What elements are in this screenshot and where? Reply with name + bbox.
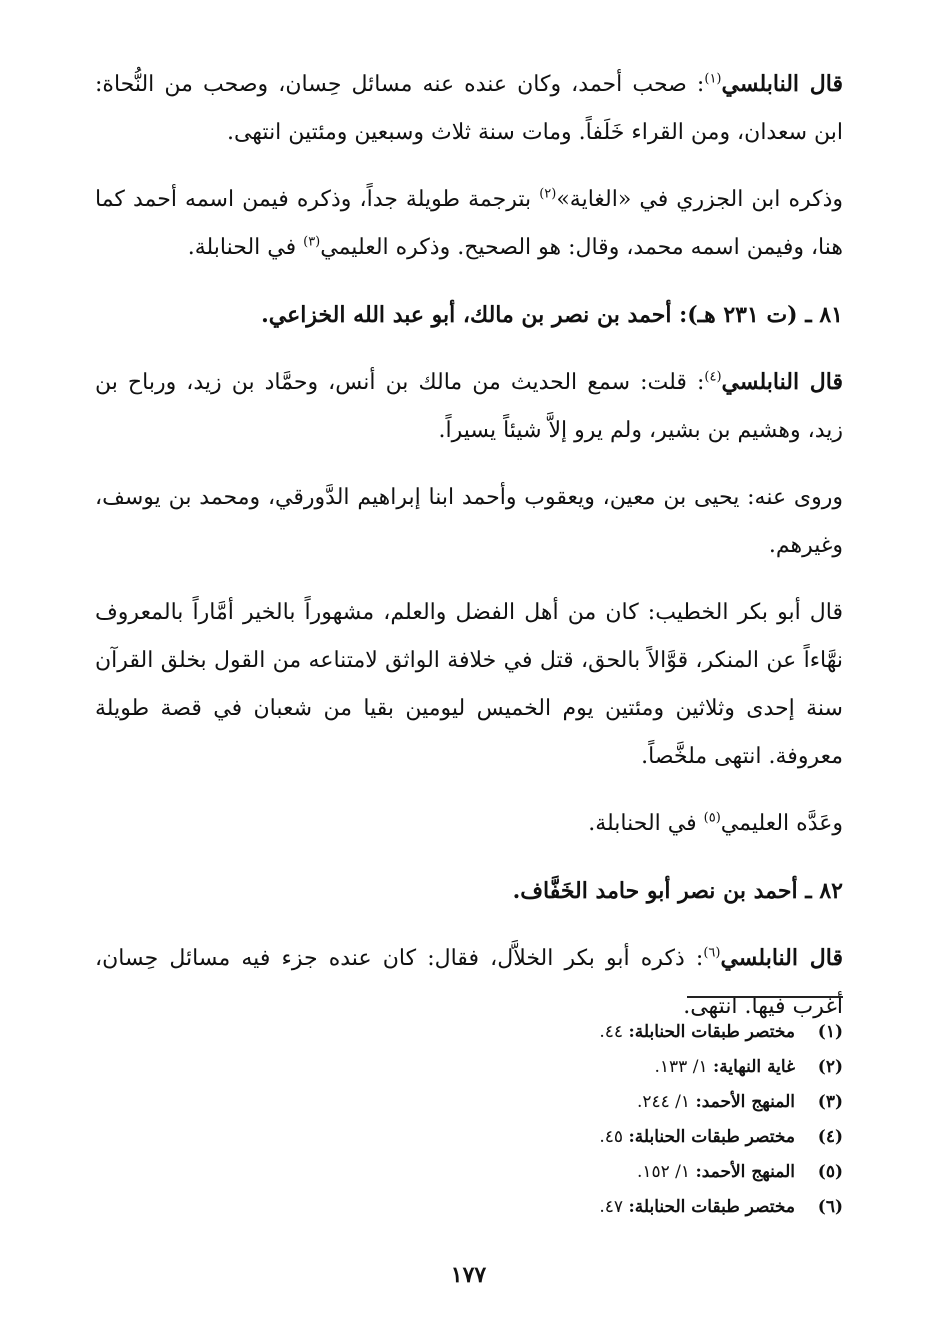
footnote-source: مختصر طبقات الحنابلة: (628, 1197, 795, 1217)
footnote-reference[interactable]: (٥) (703, 810, 721, 826)
page-number: ١٧٧ (450, 1262, 487, 1288)
footnote-citation: ٤٤. (599, 1022, 629, 1042)
footnote-citation: ٤٥. (599, 1127, 629, 1147)
paragraph-nabulsi-1 (95, 60, 843, 157)
footnote-reference[interactable]: (١) (704, 71, 722, 87)
footnote-citation: ١/ ١٣٣. (654, 1057, 713, 1077)
footnote-reference[interactable]: (٤) (704, 369, 722, 385)
footnote-item (95, 1190, 843, 1225)
footnotes-list (95, 1015, 843, 1225)
footnote-reference[interactable]: (٦) (703, 945, 721, 961)
footnote-number: (٢) (817, 1057, 843, 1077)
footnote-citation: ٤٧. (599, 1197, 629, 1217)
paragraph-lead: قال النابلسي (720, 945, 844, 971)
footnote-item (95, 1015, 843, 1050)
footnote-citation: ١/ ٢٤٤. (636, 1092, 696, 1112)
paragraph-text: بترجمة طويلة جداً، وذكره فيمن اسمه أحمد كما هنا، وفيمن اسمه محمد، وقال: هو الصحيح. وذكره العليمي (95, 187, 843, 260)
footnote-item (95, 1155, 843, 1190)
paragraph-text: : قلت: سمع الحديث من مالك بن أنس، وحمَّاد بن زيد، ورباح بن زيد، وهشيم بن بشير، ولم يرو إلاَّ شيئاً يسيراً. (95, 370, 843, 443)
paragraph-text: : ذكره أبو بكر الخلاَّل، فقال: كان عنده جزء فيه مسائل حِسان، أغرب فيها. انتهى. (95, 946, 843, 1019)
footnote-source: المنهج الأحمد: (695, 1092, 795, 1112)
paragraph-text: : صحب أحمد، وكان عنده عنه مسائل حِسان، وصحب من النُّحاة: ابن سعدان، ومن القراء خَلَفاً. ومات سنة ثلاث وسبعين ومئتين انتهى. (95, 72, 843, 145)
footnote-item (95, 1120, 843, 1155)
footnote-number: (٤) (817, 1127, 843, 1147)
footnote-source: مختصر طبقات الحنابلة: (628, 1022, 795, 1042)
footnote-source: المنهج الأحمد: (695, 1162, 795, 1182)
entry-heading-82: ٨٢ ـ أحمد بن نصر أبو حامد الخَفَّاف. (512, 878, 843, 904)
paragraph-narrators: وروى عنه: يحيى بن معين، ويعقوب وأحمد ابنا إبراهيم الدَّورقي، ومحمد بن يوسف، وغيرهم. (95, 485, 843, 558)
footnote-number: (١) (817, 1022, 843, 1042)
footnote-source: غاية النهاية: (712, 1057, 795, 1077)
paragraph-jazari (95, 176, 843, 272)
paragraph-khatib: قال أبو بكر الخطيب: كان من أهل الفضل والعلم، مشهوراً بالخير أمَّاراً بالمعروف نهَّاءاً عن المنكر، قوَّالاً بالحق، قتل في خلافة الواثق لامتناعه من القول بخلق القرآن سنة إحدى وثلاثين ومئتين يوم الخميس ليومين بقيا من شعبان في قصة طويلة معروفة. انتهى ملخَّصاً. (95, 600, 843, 769)
footnote-number: (٦) (817, 1197, 843, 1217)
footnote-reference[interactable]: (٢) (539, 186, 557, 202)
footnote-item (95, 1085, 843, 1120)
paragraph-text: في الحنابلة. (588, 811, 704, 836)
footnote-reference[interactable]: (٣) (303, 234, 321, 250)
footnote-divider (687, 996, 843, 998)
paragraph-text: وذكره ابن الجزري في «الغاية» (556, 187, 843, 212)
footnote-number: (٥) (817, 1162, 843, 1182)
paragraph-lead: قال النابلسي (721, 369, 843, 395)
paragraph-nabulsi-2 (95, 358, 843, 455)
footnote-citation: ١/ ١٥٢. (636, 1162, 696, 1182)
paragraph-lead: قال النابلسي (721, 71, 843, 97)
paragraph-text: في الحنابلة. (187, 235, 304, 260)
main-text (95, 60, 843, 1050)
footnote-number: (٣) (817, 1092, 843, 1112)
entry-heading-81: ٨١ ـ (ت ٢٣١ هـ): أحمد بن نصر بن مالك، أبو عبد الله الخزاعي. (261, 302, 843, 328)
paragraph-text: وعَدَّه العليمي (720, 811, 843, 836)
footnote-source: مختصر طبقات الحنابلة: (628, 1127, 795, 1147)
footnote-item (95, 1050, 843, 1085)
paragraph-ulaymi (95, 800, 843, 848)
